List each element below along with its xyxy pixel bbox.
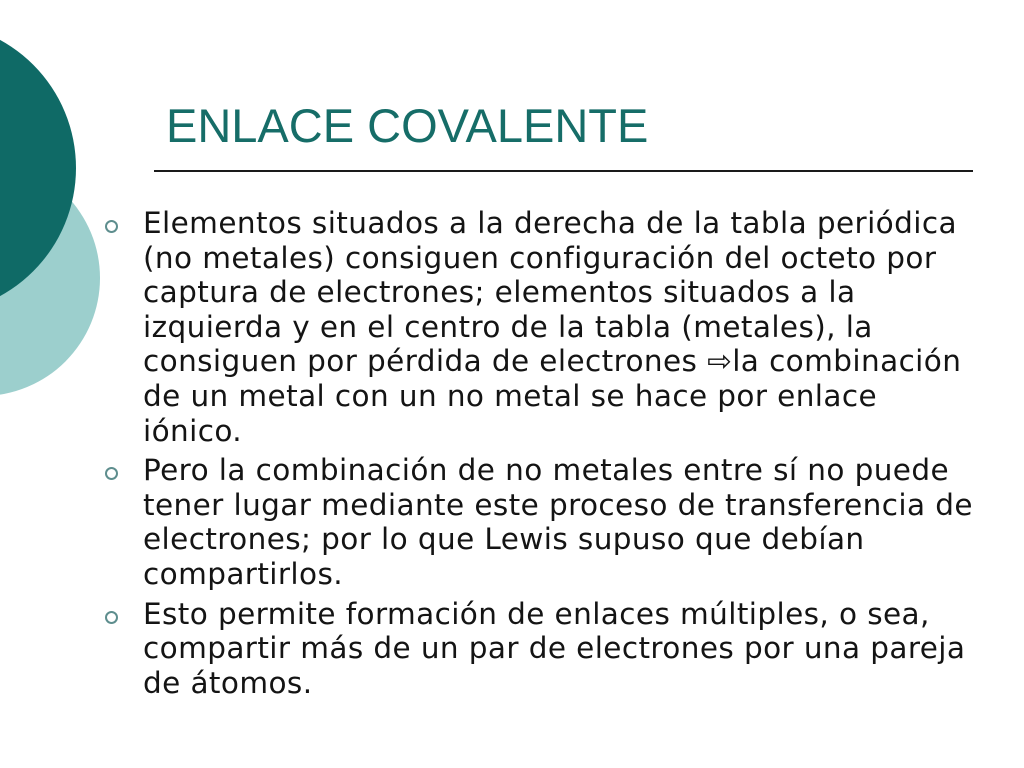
bullet-item	[105, 453, 975, 591]
bullet-item	[105, 206, 975, 448]
bullet-text: Elementos situados a la derecha de la tabla periódica (no metales) consiguen configuración del octeto por captura de electrones; elementos situados a la izquierda y en el centro de la tabla (metales), la consiguen por pérdida de electrones ⇨la combinación de un metal con un no metal se hace por enlace iónico.	[143, 206, 962, 448]
slide-title: ENLACE COVALENTE	[166, 99, 649, 152]
bullet-circle-icon	[105, 220, 118, 233]
bullet-circle-icon	[105, 611, 118, 624]
bullet-text: Esto permite formación de enlaces múltiples, o sea, compartir más de un par de electrones por una pareja de átomos.	[143, 596, 966, 700]
bullet-list	[105, 206, 975, 705]
decorative-circles	[0, 0, 110, 420]
bullet-text: Pero la combinación de no metales entre sí no puede tener lugar mediante este proceso de transferencia de electrones; por lo que Lewis supuso que debían compartirlos.	[143, 453, 973, 591]
title-underline	[154, 170, 973, 172]
bullet-item	[105, 597, 975, 701]
bullet-circle-icon	[105, 467, 118, 480]
